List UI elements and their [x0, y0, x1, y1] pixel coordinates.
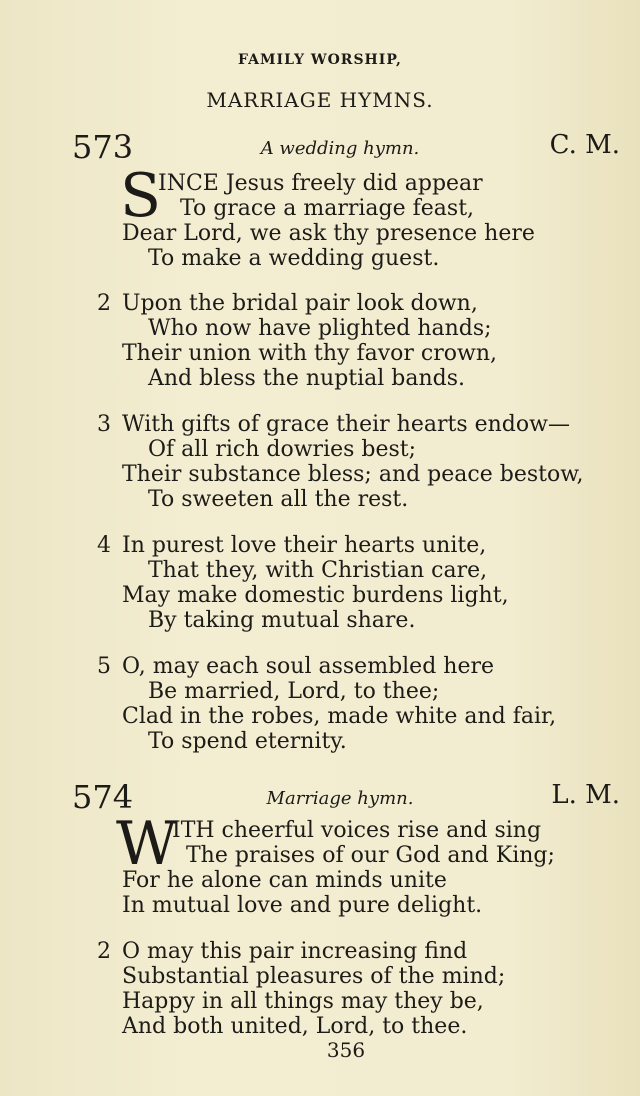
hymn-line: Substantial pleasures of the mind;: [122, 964, 506, 989]
section-title: MARRIAGE HYMNS.: [206, 88, 434, 112]
hymn-meter: L. M.: [551, 780, 620, 810]
hymn-line: O, may each soul assembled here: [122, 654, 495, 679]
hymn-line: To spend eternity.: [148, 729, 347, 754]
hymn-line: In purest love their hearts unite,: [122, 533, 487, 558]
hymn-line: Happy in all things may they be,: [122, 989, 484, 1014]
hymn-line: Upon the bridal pair look down,: [122, 291, 478, 316]
verse-number: 2: [97, 291, 111, 316]
hymn-574-header: [0, 778, 640, 818]
hymn-line: May make domestic burdens light,: [122, 583, 509, 608]
hymn-line: And bless the nuptial bands.: [148, 366, 466, 391]
hymn-line: Who now have plighted hands;: [148, 316, 492, 341]
hymn-573-header: [0, 128, 640, 168]
hymn-line: To grace a marriage feast,: [180, 196, 475, 221]
hymn-line: That they, with Christian care,: [148, 558, 488, 583]
hymn-number: 573: [72, 128, 134, 166]
hymn-line: And both united, Lord, to thee.: [122, 1014, 468, 1039]
verse-number: 5: [97, 654, 111, 679]
hymn-line: To sweeten all the rest.: [148, 487, 409, 512]
hymn-line: Dear Lord, we ask thy presence here: [122, 221, 535, 246]
hymn-line: With gifts of grace their hearts endow—: [122, 412, 570, 437]
hymn-line: Their substance bless; and peace bestow,: [122, 462, 584, 487]
verse-number: 2: [97, 939, 111, 964]
hymn-title: Marriage hymn.: [266, 788, 414, 809]
drop-cap: S: [120, 161, 162, 231]
hymn-line: INCE Jesus freely did appear: [158, 171, 483, 196]
hymn-line: O may this pair increasing find: [122, 939, 468, 964]
hymn-line: Clad in the robes, made white and fair,: [122, 704, 557, 729]
drop-cap: W: [116, 809, 178, 879]
hymn-line: In mutual love and pure delight.: [122, 893, 483, 918]
hymn-line: Of all rich dowries best;: [148, 437, 417, 462]
hymn-line: By taking mutual share.: [148, 608, 416, 633]
hymn-line: To make a wedding guest.: [148, 246, 440, 271]
hymn-line: For he alone can minds unite: [122, 868, 447, 893]
hymn-title: A wedding hymn.: [260, 138, 420, 159]
verse-number: 3: [97, 412, 111, 437]
verse-number: 4: [97, 533, 111, 558]
hymn-line: Be married, Lord, to thee;: [148, 679, 440, 704]
hymn-number: 574: [72, 778, 134, 816]
hymn-line: Their union with thy favor crown,: [122, 341, 498, 366]
hymn-line: The praises of our God and King;: [186, 843, 555, 868]
hymn-meter: C. M.: [549, 130, 620, 160]
page-number: 356: [326, 1038, 366, 1062]
hymn-line: ITH cheerful voices rise and sing: [172, 818, 542, 843]
running-head: FAMILY WORSHIP,: [238, 52, 402, 68]
